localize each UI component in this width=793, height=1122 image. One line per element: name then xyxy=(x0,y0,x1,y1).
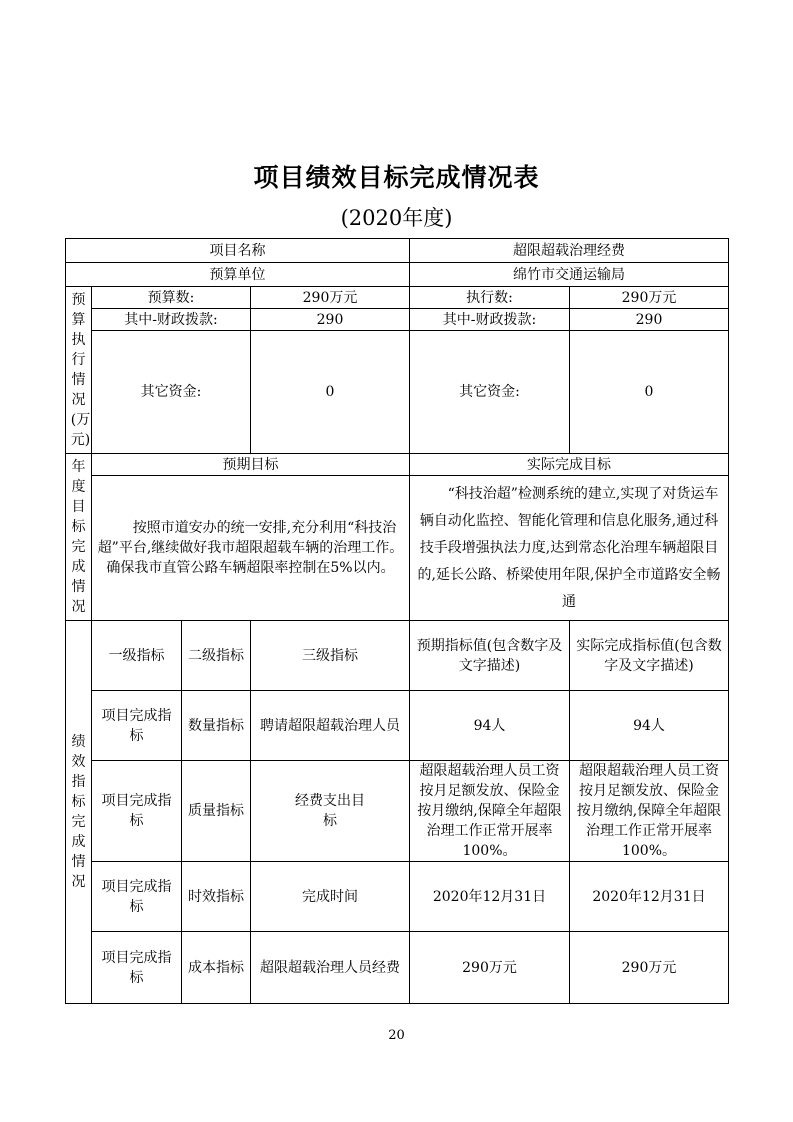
other-funds-label-budget: 其它资金: xyxy=(92,331,251,454)
level2-cell: 质量指标 xyxy=(182,761,251,862)
fiscal-label-exec: 其中-财政拨款: xyxy=(410,309,570,331)
fiscal-value-budget: 290 xyxy=(251,309,410,331)
performance-section-label: 绩效指标完成情况 xyxy=(66,621,92,1004)
level2-cell: 成本指标 xyxy=(182,932,251,1004)
annual-header-row xyxy=(66,454,729,476)
level1-cell: 项目完成指标 xyxy=(92,862,182,932)
level3-header: 三级指标 xyxy=(251,621,410,691)
level3-cell: 经费支出目标 xyxy=(251,761,410,862)
page-number: 20 xyxy=(388,1028,405,1043)
fiscal-row xyxy=(66,309,729,331)
level1-cell: 项目完成指标 xyxy=(92,932,182,1004)
level3-cell: 超限超载治理人员经费 xyxy=(251,932,410,1004)
other-funds-row xyxy=(66,331,729,454)
actual-goal-text: “科技治超”检测系统的建立,实现了对货运车辆自动化监控、智能化管理和信息化服务,通过科技手段增强执法力度,达到常态化治理车辆超限目的,延长公路、桥梁使用年限,保护全市道路安全畅通 xyxy=(410,476,729,621)
table-row xyxy=(66,691,729,761)
project-name-value: 超限超载治理经费 xyxy=(410,239,729,263)
budget-unit-row xyxy=(66,263,729,287)
expected-value-header: 预期指标值(包含数字及文字描述) xyxy=(410,621,570,691)
expected-value-cell: 2020年12月31日 xyxy=(410,862,570,932)
level2-cell: 数量指标 xyxy=(182,691,251,761)
table-row xyxy=(66,932,729,1004)
budget-row xyxy=(66,287,729,309)
budget-amount-value: 290万元 xyxy=(251,287,410,309)
project-name-label: 项目名称 xyxy=(66,239,410,263)
expected-goal-text: 按照市道安办的统一安排,充分利用“科技治超”平台,继续做好我市超限超载车辆的治理工作。确保我市直管公路车辆超限率控制在5%以内。 xyxy=(92,476,410,621)
expected-goal-header: 预期目标 xyxy=(92,454,410,476)
level2-header: 二级指标 xyxy=(182,621,251,691)
expected-value-cell: 超限超载治理人员工资按月足额发放、保险金按月缴纳,保障全年超限治理工作正常开展率100%。 xyxy=(410,761,570,862)
level3-cell: 完成时间 xyxy=(251,862,410,932)
other-funds-value-exec: 0 xyxy=(570,331,729,454)
exec-amount-value: 290万元 xyxy=(570,287,729,309)
level2-cell: 时效指标 xyxy=(182,862,251,932)
level1-cell: 项目完成指标 xyxy=(92,761,182,862)
other-funds-label-exec: 其它资金: xyxy=(410,331,570,454)
annual-content-row xyxy=(66,476,729,621)
actual-value-cell: 2020年12月31日 xyxy=(570,862,729,932)
project-name-row xyxy=(66,239,729,263)
budget-unit-label: 预算单位 xyxy=(66,263,410,287)
actual-value-cell: 超限超载治理人员工资按月足额发放、保险金按月缴纳,保障全年超限治理工作正常开展率100%。 xyxy=(570,761,729,862)
annual-section-label: 年度目标完成情况 xyxy=(66,454,92,621)
actual-value-cell: 290万元 xyxy=(570,932,729,1004)
expected-value-cell: 94人 xyxy=(410,691,570,761)
budget-unit-value: 绵竹市交通运输局 xyxy=(410,263,729,287)
level1-header: 一级指标 xyxy=(92,621,182,691)
indicator-header-row xyxy=(66,621,729,691)
other-funds-value-budget: 0 xyxy=(251,331,410,454)
fiscal-value-exec: 290 xyxy=(570,309,729,331)
page-title: 项目绩效目标完成情况表 xyxy=(253,163,540,192)
actual-value-cell: 94人 xyxy=(570,691,729,761)
table-row xyxy=(66,862,729,932)
budget-amount-label: 预算数: xyxy=(92,287,251,309)
table-row xyxy=(66,761,729,862)
exec-amount-label: 执行数: xyxy=(410,287,570,309)
fiscal-label-budget: 其中-财政拨款: xyxy=(92,309,251,331)
expected-value-cell: 290万元 xyxy=(410,932,570,1004)
actual-goal-header: 实际完成目标 xyxy=(410,454,729,476)
actual-value-header: 实际完成指标值(包含数字及文字描述) xyxy=(570,621,729,691)
budget-section-label: 预算执行情况(万元) xyxy=(66,287,92,454)
page-subtitle: (2020年度) xyxy=(340,206,453,230)
performance-table xyxy=(65,238,729,1004)
level1-cell: 项目完成指标 xyxy=(92,691,182,761)
level3-cell: 聘请超限超载治理人员 xyxy=(251,691,410,761)
